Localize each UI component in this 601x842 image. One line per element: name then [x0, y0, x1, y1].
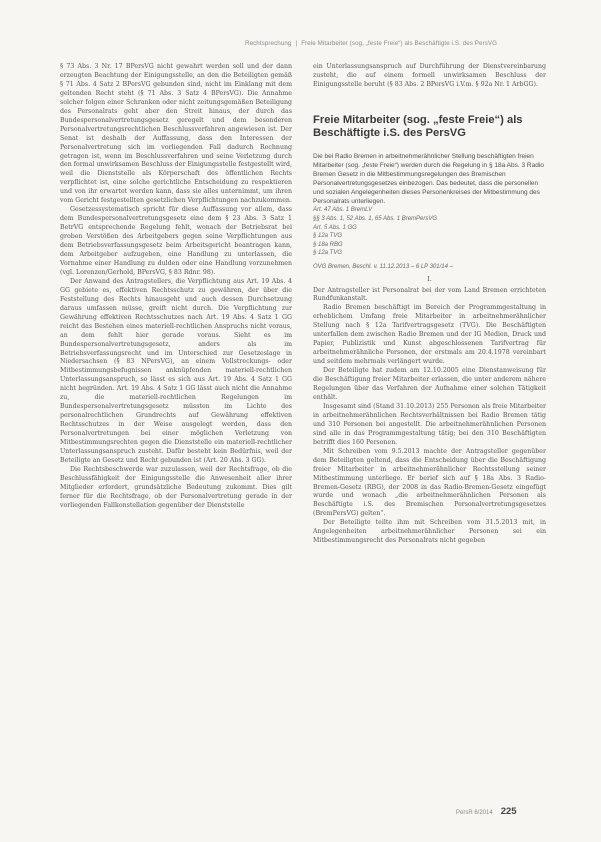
- running-header: [245, 40, 563, 47]
- journal-issue: PersR 6/2014: [456, 810, 493, 816]
- section-number: I.: [427, 275, 432, 283]
- right-paragraph: Radio Bremen beschäftigt im Bereich der Programmgestaltung in erheblichem Umfang freie Mitarbeiter in arbeitnehmerähnlicher Stellung nach § 12a Tarifvertragsgesetz (TVG). Die Beschäftigten unterfallen dem zwischen Radio Bremen und der IG Medien, Druck und Papier, Publizistik und Kunst abgeschlossenen Tarifvertrag für arbeitnehmerähnliche Personen, der erstmals am 20.4.1978 vereinbart und seitdem mehrmals verlängert wurde.: [313, 304, 546, 366]
- right-paragraph: Mit Schreiben vom 9.5.2013 machte der Antragsteller gegenüber dem Beteiligten geltend, dass die Entscheidung über die Beschäftigung freier Mitarbeiter in arbeitnehmerähnlicher Rechtsstellung seiner Mitbestimmung unterliege. Er berief sich auf § 18a Abs. 3 Radio-Bremen-Gesetz (RBG), der 2008 in das Radio-Bremen-Gesetz eingefügt wurde und wonach „die arbeitnehmerähnlichen Personen als Beschäftigte i.S. des Bremischen Personalvertretungsgesetzes (BremPersVG) gelten“.: [313, 447, 546, 518]
- reference-item: § 12a TVG: [313, 250, 343, 257]
- left-paragraph: Der Anwand des Antragstellers, die Verpflichtung aus Art. 19 Abs. 4 GG gebiete es, effektiven Rechtsschutz zu gewähren, der über die Feststellung des Rechts hinausgeht und auch dessen Durchsetzung daraus umfassen müsse, greift nicht durch. Die Verpflichtung zur Gewährung effektiven Rechtsschutzes nach Art. 19 Abs. 4 Satz 1 GG reicht das Bestehen eines materiell-rechtlichen Anspruchs nicht voraus, an dem fehlt hier gerade voraus. Sieht es im Bundespersonalvertretungsgesetz, anders als im Betriebsverfassungsrecht und im Unterschied zur Gesetzeslage in Niedersachsen (§ 83 NPersVG), an einem Vollstreckungs- oder Mitbestimmungsbefugnissen anknüpfenden materiell-rechtlichen Unterlassungsanspruch, so lässt es sich aus Art. 19 Abs. 4 Satz 1 GG nicht begründen. Art. 19 Abs. 4 Satz 1 GG lässt auch nicht die Annahme zu, die materiell-rechtlichen Regelungen im Bundespersonalvertretungsgesetz müssten im Lichte des personalrechtlichen Grundrechts auf Gewährung effektiven Rechtsschutzes in der Weise ausgelegt werden, dass den Personalvertretungen bei einer möglichen Verletzung von Mitbestimmungsrechten gegen die Dienststelle ein materiell-rechtlicher Unterlassungsanspruch zusteht. Dafür besteht kein Bedürfnis, weil der Beteiligte an Gesetz und Recht gebunden ist (Art. 20 Abs. 3 GG).: [60, 277, 292, 464]
- reference-item: § 18a RBG: [313, 241, 343, 248]
- left-column: [60, 63, 292, 511]
- right-column: [313, 63, 546, 546]
- header-section: Rechtsprechung: [245, 40, 292, 47]
- right-paragraph: Der Beteiligte teilte ihm mit Schreiben vom 31.5.2013 mit, in Angelegenheiten arbeitnehmerähnlicher Personen sei ein Mitbestimmungsrecht des Personalrats nicht gegeben: [313, 519, 546, 545]
- right-paragraph: Insgesamt sind (Stand 31.10.2013) 255 Personen als freie Mitarbeiter in arbeitnehmerähnlichen Rechtsverhältnissen bei Radio Bremen tätig und 310 Personen bei angestellt. Die arbeitnehmerähnlichen Personen sind alle in das Programmgestaltung tätig; bei den 310 Beschäftigten betrifft dies 160 Personen.: [313, 402, 546, 446]
- reference-item: Art. 5 Abs. 1 GG: [313, 224, 357, 231]
- header-separator: |: [295, 40, 298, 47]
- article-lead: Die bei Radio Bremen in arbeitnehmerähnlicher Stellung beschäftigten freien Mitarbeiter (sog. „feste Freie“) werden durch die Regelung in § 18a Abs. 3 Radio Bremen Gesetz in die Mitbestimmungsregelungen des Bremischen Personalvertretungsgesetzes einbezogen. Das bedeutet, dass die personellen und sozialen Angelegenheiten dieses Personenkreises der Mitbestimmung des Personalrats unterliegen.: [313, 152, 544, 206]
- left-paragraph: Gesetzessystematisch spricht für diese Auffassung vor allem, dass dem Bundespersonalvertretungsgesetz eine dem § 23 Abs. 3 Satz 1 BetrVG entsprechende Regelung fehlt, wonach der Betriebsrat bei groben Verstößen des Arbeitgebers gegen seine Verpflichtungen aus dem Betriebsverfassungsgesetz beim Arbeitsgericht beantragen kann, dem Arbeitgeber aufzugeben, eine Handlung zu unterlassen, die Vornahme einer Handlung zu dulden oder eine Handlung vorzunehmen (vgl. Lorenzen/Gerhold, BPersVG, § 83 Rdnr. 98).: [60, 206, 292, 276]
- court-citation: OVG Bremen, Beschl. v. 11.12.2013 – 6 LP 301/14 –: [313, 263, 453, 270]
- right-intro-paragraph: ein Unterlassungsanspruch auf Durchführung der Dienstvereinbarung zusteht, die auf einem formell unwirksamen Beschluss der Einigungsstelle beruht (§ 83 Abs. 2 BPersVG i.V.m. § 92a Nr. 1 ArbGG).: [313, 63, 546, 88]
- legal-references: [313, 206, 546, 258]
- left-paragraph: Die Rechtsbeschwerde war zuzulassen, weil der Rechtsfrage, ob die Beschlussfähigkeit der Einigungsstelle die Anwesenheit aller ihrer Mitglieder erfordert, grundsätzliche Bedeutung zukommt. Dies gilt ferner für die Rechtsfrage, ob der Personalvertretung gerade in der vorliegenden Fallkonstellation gegenüber der Dienststelle: [60, 465, 292, 509]
- right-paragraph: Der Antragsteller ist Personalrat bei der vom Land Bremen errichteten Rundfunkanstalt.: [313, 286, 546, 303]
- left-paragraph: § 73 Abs. 3 Nr. 17 BPersVG nicht gewahrt werden soll und der dann erzeugten Beachtung der Einigungsstelle, an den die Beteiligten gemäß § 71 Abs. 4 Satz 2 BPersVG gebunden sind, nicht im Einklang mit dem geltenden Recht steht (§ 71 Abs. 3 Satz 4 BPersVG). Die Annahme solcher folgen einer Schranken oder nicht zeitungsgemäßen Beteiligung des Personalrats geht aber den Streit hinaus, der durch das Bundespersonalvertretungsgesetz geregelt und dem besonderen Personalvertretungsrechtlichen Beschlussverfahren angewiesen ist. Der Senat ist deshalb der Auffassung, dass den Interessen der Personalvertretung sich im vorliegenden Fall dadurch Rechnung getragen ist, wenn im Beschlussverfahren und seine Verletzung durch den formal unwirksamen Beschluss der Einigungsstelle festgestellt wird, weil die Dienststelle als Körperschaft des öffentlichen Rechts verpflichtet ist, eine solche gerichtliche Entscheidung zu respektieren und von ihr erwartet werden kann, dass sie alles unternimmt, um ihren vom Gericht festgestellten gesetzlichen Verpflichtungen nachzukommen.: [60, 63, 292, 205]
- article-heading: Freie Mitarbeiter (sog. „feste Freie“) als Beschäftigte i.S. des PersVG: [313, 113, 523, 139]
- reference-item: Art. 47 Abs. 1 BremLV: [313, 207, 373, 214]
- page-number: 225: [500, 806, 517, 817]
- page-footer: [456, 806, 517, 817]
- reference-item: §§ 3 Abs. 1, 52 Abs. 1, 65 Abs. 1 BremPersVG: [313, 216, 438, 223]
- header-title: Freie Mitarbeiter (sog. „feste Freie“) als Beschäftigte i.S. des PersVG: [301, 40, 498, 47]
- right-paragraph: Der Beteiligte hat zudem am 12.10.2005 eine Dienstanweisung für die Beschäftigung freier Mitarbeiter erlassen, die unter anderem nähere Regelungen über das Verfahren der Aufnahme einer solchen Tätigkeit enthält.: [313, 367, 546, 401]
- reference-item: § 12a TVG: [313, 233, 343, 240]
